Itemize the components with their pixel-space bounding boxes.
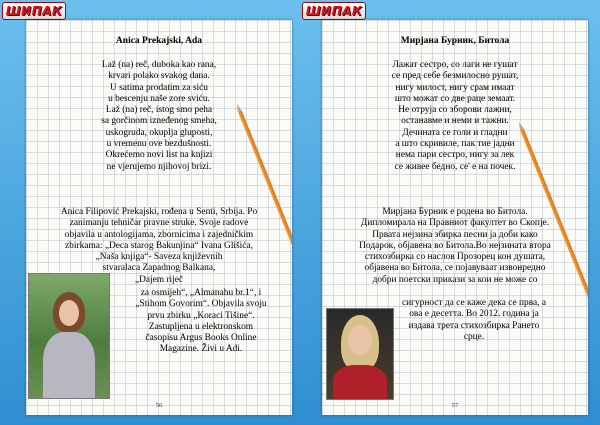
poem-line: U satima prodatim za siću — [110, 82, 208, 93]
poem-line: Okrećemo novi list na knjizi — [105, 150, 213, 161]
bio-line: zbirkama: „Deca starog Bakunjina“ Ivana Glišića, — [65, 240, 253, 251]
bio-line: Magazine. Živi u Adi. — [159, 344, 243, 355]
bio-line: добри поетски прикази за кои не може со — [372, 274, 538, 285]
poem-text — [26, 60, 292, 173]
poem-line: Laž (na) reč, duboka kao rana, — [101, 60, 217, 70]
bio-line: сигурност да се каже дека се прва, а — [401, 298, 547, 308]
bio-line: стихозбирка со наслов Прозорец кон душата, — [364, 252, 546, 263]
bio-line: „Naša knjiga“- Saveza književnih — [95, 252, 223, 263]
poem-line: u vremenu ove bezdušnosti. — [106, 139, 212, 150]
bio-line: Дипломирала на Правниот факултет во Скопје. — [360, 218, 550, 229]
bio-line: časopisu Argus Books Online — [145, 333, 257, 344]
poem-line: krvari polako svakog dana. — [108, 71, 210, 82]
bio-line: Подарок, објавена во Битола.Во нејзината втора — [359, 240, 551, 251]
bio-line: Првата нејзина збирка песни ја доби како — [372, 229, 538, 240]
poem-line: sa gorčinom izneđenog smeha, — [101, 116, 217, 127]
poem-title: Anica Prekajski, Ada — [115, 36, 203, 46]
poem-line: Лажат сестро, со лаги не гушат — [392, 60, 518, 70]
poem-line: Дечината се голи и гладни — [402, 127, 508, 138]
bio-line: Anica Filipović Prekajski, rođena u Senti, Srbija. Po — [60, 207, 258, 217]
bio-line: Мирјана Бурник е родена во Битола. — [382, 207, 528, 217]
bio-line: „Dajem riječ — [134, 274, 184, 285]
author-bio-continued — [362, 298, 586, 343]
poem-title: Мирјана Бурник, Битола — [400, 36, 510, 46]
author-bio-continued — [112, 288, 290, 356]
bio-line: ова е десетта. Во 2012. година ја — [409, 309, 539, 320]
bio-line: издава трета стихозбирка Рането — [408, 320, 540, 331]
magazine-logo — [302, 2, 366, 20]
logo-text: ШИПАК — [305, 4, 363, 18]
bio-line: „Stihom Govorim“. Objavila svoju — [135, 299, 267, 310]
poem-line: се живее бедно, се' е на почек. — [394, 161, 516, 172]
poem-line: што можат со две раце земаат. — [394, 93, 516, 104]
left-page — [26, 20, 292, 415]
author-photo — [28, 273, 110, 399]
bio-line: prvu zbirku „Koraci Tišine“. — [147, 310, 255, 321]
bio-line: Zastupljena u elektronskom — [148, 321, 254, 332]
page-number: 56 — [155, 402, 163, 409]
bio-line: objavila u antologijama, zbornicima i zajedničkim — [64, 229, 254, 240]
author-bio — [324, 207, 586, 286]
poem-line: u bescenju naše zore sviću. — [108, 93, 210, 104]
bio-line: zanimanju tehničar pravne struke. Svoje radove — [69, 218, 249, 229]
poem-line: нема пари сестро, нигу за лек — [395, 150, 515, 161]
magazine-logo — [2, 2, 66, 20]
poem-line: останавме и неми и тажни. — [401, 116, 509, 127]
poem-line: Не отруја со зборови лажни, — [398, 105, 512, 116]
poem-line: ne vjerujemo njihovoj brizi. — [106, 161, 212, 172]
bio-line: срце. — [463, 331, 485, 342]
poem-line: а што скривиле, пак тие јадни — [395, 139, 515, 150]
logo-text: ШИПАК — [5, 4, 63, 18]
poem-text — [322, 60, 588, 173]
bio-line: stvaralaca Zapadnog Balkana, — [102, 263, 216, 274]
right-page — [322, 20, 588, 415]
author-photo — [326, 308, 394, 400]
bio-line: za osmijeh“, „Almanahu br.1“, i — [140, 288, 262, 298]
page-number: 57 — [451, 402, 459, 409]
poem-line: Laž (na) reč, istog smo peha — [105, 105, 213, 116]
poem-line: uskogruda, okuplja gluposti, — [105, 127, 213, 138]
bio-line: објавена во Битола, се појавуваат извонредно — [364, 263, 546, 274]
poem-line: се пред себе безмилосно рушат, — [391, 71, 519, 82]
poem-line: нигу милост, нигу срам имаат — [395, 82, 515, 93]
